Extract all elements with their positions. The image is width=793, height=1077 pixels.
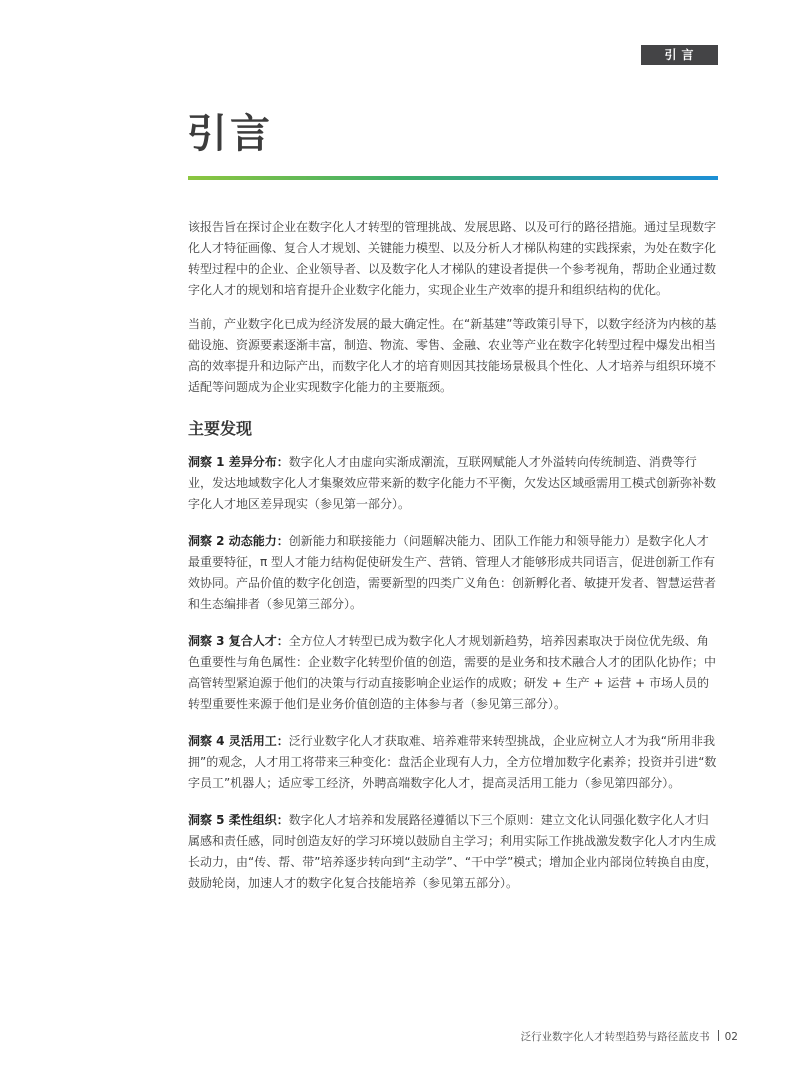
insight-1: [188, 452, 720, 515]
insight-5: [188, 810, 720, 894]
insight-label: 洞察 1 差异分布：: [188, 455, 289, 469]
insight-label: 洞察 2 动态能力：: [188, 534, 289, 548]
page-title: 引言: [187, 111, 273, 157]
findings-heading: 主要发现: [188, 419, 253, 438]
insight-label: 洞察 3 复合人才：: [188, 634, 289, 648]
intro-paragraph-1: 该报告旨在探讨企业在数字化人才转型的管理挑战、发展思路、以及可行的路径措施。通过呈现数字化人才特征画像、复合人才规划、关键能力模型、以及分析人才梯队构建的实践探索，为处在数字化转型过程中的企业、企业领导者、以及数字化人才梯队的建设者提供一个参考视角，帮助企业通过数字化人才的规划和培育提升企业数字化能力，实现企业生产效率的提升和组织结构的优化。: [188, 220, 717, 297]
insight-text: 数字化人才由虚向实渐成潮流，互联网赋能人才外溢转向传统制造、消费等行业，发达地域数字化人才集聚效应带来新的数字化能力不平衡，欠发达区域亟需用工模式创新弥补数字化人才地区差异现实（参见第一部分）。: [188, 455, 717, 511]
insight-text: 创新能力和联接能力（问题解决能力、团队工作能力和领导能力）是数字化人才最重要特征，π 型人才能力结构促使研发生产、营销、管理人才能够形成共同语言，促进创新工作有效协同。产品价值的数字化创造，需要新型的四类广义角色：创新孵化者、敏捷开发者、智慧运营者和生态编排者（参见第三部分）。: [188, 534, 717, 611]
insight-4: [188, 731, 720, 794]
main-content: [188, 217, 720, 910]
page-number: 02: [724, 1031, 738, 1043]
title-divider: [188, 176, 718, 180]
insight-label: 洞察 5 柔性组织：: [188, 813, 289, 827]
insight-2: [188, 531, 720, 615]
section-tab: 引言: [641, 45, 718, 65]
insight-3: [188, 631, 720, 715]
insight-text: 全方位人才转型已成为数字化人才规划新趋势，培养因素取决于岗位优先级、角色重要性与角色属性：企业数字化转型价值的创造，需要的是业务和技术融合人才的团队化协作；中高管转型紧迫源于他们的决策与行动直接影响企业运作的成败；研发 + 生产 + 运营 + 市场人员的转型重要性来源于他们是业务价值创造的主体参与者（参见第三部分）。: [188, 634, 717, 711]
insight-text: 数字化人才培养和发展路径遵循以下三个原则：建立文化认同强化数字化人才归属感和责任感，同时创造友好的学习环境以鼓励自主学习；利用实际工作挑战激发数字化人才内生成长动力，由“传、帮、带”培养逐步转向到“主动学”、“干中学”模式；增加企业内部岗位转换自由度，鼓励轮岗，加速人才的数字化复合技能培养（参见第五部分）。: [188, 813, 718, 890]
insight-text: 泛行业数字化人才获取难、培养难带来转型挑战，企业应树立人才为我“所用非我拥”的观念，人才用工将带来三种变化：盘活企业现有人力，全方位增加数字化素养；投资并引进“数字员工”机器人；适应零工经济，外聘高端数字化人才，提高灵活用工能力（参见第四部分）。: [188, 734, 717, 790]
footer-doc-title: 泛行业数字化人才转型趋势与路径蓝皮书: [520, 1031, 710, 1043]
footer-separator: [718, 1030, 719, 1041]
intro-paragraph-2: 当前，产业数字化已成为经济发展的最大确定性。在“新基建”等政策引导下，以数字经济为内核的基础设施、资源要素逐渐丰富，制造、物流、零售、金融、农业等产业在数字化转型过程中爆发出相当高的效率提升和边际产出，而数字化人才的培育则因其技能场景极具个性化、人才培养与组织环境不适配等问题成为企业实现数字化能力的主要瓶颈。: [188, 317, 717, 394]
insight-label: 洞察 4 灵活用工：: [188, 734, 289, 748]
page-footer: [460, 1030, 738, 1044]
